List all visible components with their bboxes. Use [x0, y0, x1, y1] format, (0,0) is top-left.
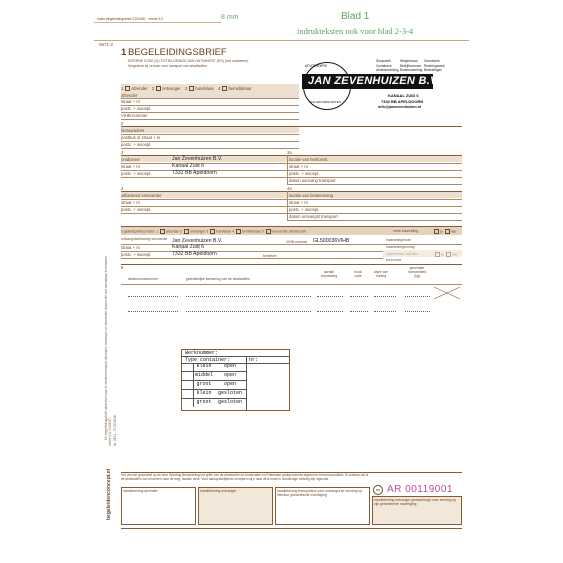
signature-label: handtekening ontvanger	[200, 489, 237, 493]
section-number: 5	[121, 229, 123, 234]
form-code: 0671-2	[99, 42, 114, 47]
service-item: Bestratingen	[424, 68, 442, 72]
option-label: handelaar	[216, 229, 232, 234]
section2-number: 2	[121, 121, 124, 126]
entry-line[interactable]	[186, 296, 311, 297]
left-margin-version: versie 5.0 / 01/2017	[108, 418, 112, 446]
option-label: bemiddelaar	[242, 229, 261, 234]
repeat-band	[383, 250, 462, 257]
row-state: gesloten	[217, 390, 242, 396]
entry-line[interactable]	[186, 311, 311, 312]
left-margin-reg: Nr. 0671 - 27.06.2016	[113, 415, 117, 446]
section5-street-value: Kanaal Zuid 6	[172, 244, 205, 250]
signature-label: handtekening ontvanger gewaarborgd voor zending op zijn gehanteerde machtiging	[374, 498, 457, 506]
service-item: Bedrijfsvervoer	[400, 63, 422, 68]
service-item: Wegenbouw	[400, 59, 418, 63]
option-checkbox[interactable]	[236, 229, 241, 234]
section3-field: ontdoener	[121, 157, 140, 162]
option-checkbox[interactable]	[156, 86, 161, 91]
route-label: route-inzameling	[393, 229, 419, 233]
section1-field: postc. + woonpl.	[121, 106, 152, 111]
section3-field: straat + nr	[121, 164, 140, 169]
section1-field: afzender	[121, 93, 138, 98]
service-item: Bodemsanering	[400, 68, 423, 72]
entry-line[interactable]	[405, 311, 430, 312]
col-header: aantal/ verpakking	[320, 270, 338, 278]
section5-field: postc. + woonpl.	[121, 252, 152, 257]
row-size: klein	[196, 390, 212, 396]
row-size: middel	[194, 372, 213, 378]
entry-line[interactable]	[350, 311, 368, 312]
section4-right-field: straat + nr	[289, 200, 308, 205]
container-row[interactable]	[181, 399, 246, 407]
company-services	[376, 59, 448, 72]
option-label: afzender	[131, 86, 148, 91]
section3-right-field: datum aanvang transport	[289, 178, 336, 183]
blad-label: Blad 1	[341, 11, 370, 22]
section3-field: postc. + woonpl.	[121, 171, 152, 176]
werknummer-label: Werknummer:	[185, 350, 219, 356]
row-state: gesloten	[217, 399, 242, 405]
section6-number: 6	[121, 265, 124, 270]
kenteken-label: kenteken	[263, 254, 277, 258]
subtitle-1: INTERNE CODE [1] / EXTRA GEWIJD VAN ONTVANGST (EG) (incl ontdoener)	[128, 59, 249, 63]
container-row[interactable]	[181, 363, 246, 372]
route-yes	[432, 229, 456, 234]
left-margin-note: De begeleidingsbrief dient twee jaar te worden bewaard. Afzender, ontvanger en vervoerder dienen elk een exemplaar te bewaren.	[104, 255, 108, 440]
section4-right-number: 4a	[287, 186, 292, 191]
section2-field: postbus of straat + nr	[121, 135, 161, 140]
section2-field: factuuradres	[121, 128, 145, 133]
option-checkbox[interactable]	[266, 229, 271, 234]
option-label: afvalstroom	[288, 229, 307, 234]
section-number: 1	[121, 86, 124, 91]
section3-right-field: straat + nr	[289, 164, 308, 169]
footer-declaration: Het vervoer geschiedt op de door Stichting Bemiddeling het gritte van de afvalstoffen te Amsterdam en Rotterdam gedeponeerde algemene vervoerscondities. Ik verklaar dat ik de afvalstoffen zal vervoeren naar de weg, laadsle werk. Voor aansprakelijkheid verwijzen wij u naar dit ik moet in onvolledige volledig zijn ingevuld.	[121, 473, 369, 481]
option-checkbox[interactable]	[160, 229, 165, 234]
section4-number: 4	[121, 186, 124, 191]
section3-number: 3	[121, 150, 124, 155]
section5-name-value: Jan Zevenhuizen B.V.	[172, 238, 223, 244]
option-label: ontvanger	[190, 229, 206, 234]
subtitle-2: Vergezicht bij vervoer voor transport van afvalstoffen	[128, 64, 207, 68]
col-header: afvalstroomnummer	[128, 277, 158, 281]
row-check	[181, 390, 194, 398]
company-email: info@janzevenhuizen.nl	[378, 105, 422, 109]
section4-right-field: postc. + woonpl.	[289, 207, 320, 212]
section2-field: postc. + woonpl.	[121, 142, 152, 147]
yes-checkbox[interactable]	[434, 229, 439, 234]
container-row[interactable]	[181, 372, 246, 381]
col-header: eural code	[354, 270, 362, 278]
service-item: Afvalverwerking	[376, 68, 399, 72]
col-header: wijze van meting	[374, 270, 388, 278]
section3-city-value: 7332 BB Apeldoorn	[172, 170, 217, 176]
option-checkbox[interactable]	[222, 86, 227, 91]
no-checkbox[interactable]	[445, 229, 450, 234]
container-row[interactable]	[181, 381, 246, 390]
yes-label: ja	[440, 229, 443, 234]
container-row[interactable]	[181, 390, 246, 399]
section5-lead: geleidsportiesd door:	[123, 229, 156, 234]
row-state: open	[223, 363, 236, 369]
section1-field: VIHB-nummer	[121, 113, 148, 118]
section3-street-value: Kanaal Zuid 6	[172, 163, 205, 169]
row-size: groot	[196, 381, 212, 387]
section3-right-number: 3a	[287, 150, 292, 155]
signature-label: handtekening transporteur voor ontvangst ter zending op hierdoor gehanteerde machtiging	[277, 489, 363, 497]
serial-prefix: AR	[387, 484, 402, 495]
option-label: ontvanger	[162, 86, 181, 91]
section3-right-field: postc. + woonpl.	[289, 171, 320, 176]
section4-right-field: locatie van bestemming	[289, 193, 333, 198]
margin-label: 8 mm	[221, 14, 239, 21]
seal-top-text: AFVOERDERS	[305, 64, 327, 68]
signature-label: handtekening afzender	[123, 489, 158, 493]
right-label: inzameling/route	[386, 238, 411, 242]
company-name: JAN ZEVENHUIZEN B.V.	[308, 75, 441, 87]
option-checkbox[interactable]	[125, 86, 130, 91]
section5-options: 5 geleidsportiesd door: 1 afzender 2 ontvanger 3 handelaar 4 bemiddelaar 5 vervoerder afvalstroom	[121, 229, 307, 234]
vihb-label: VIHB-nummer	[286, 240, 308, 244]
section4-field: straat + nr	[121, 200, 140, 205]
section1-field: straat + nr	[121, 99, 140, 104]
col-header: gebruikelijke benaming van de afvalstoffen	[186, 277, 251, 281]
right-label: inzamelvergunning	[386, 245, 415, 249]
service-item: Containers	[376, 63, 392, 68]
file-label: basis begeleidingsbrief 210x300 - versie 5.0	[97, 17, 164, 21]
row-size: groot	[196, 399, 212, 405]
company-city: 7332 BB APELDOORN	[381, 99, 424, 104]
entry-line[interactable]	[374, 311, 396, 312]
title-number: 1	[121, 47, 127, 58]
row-check	[181, 363, 194, 371]
crossed-cell	[432, 285, 462, 301]
seal-bottom-text: VAN GRONDSTOFFEN	[309, 100, 341, 104]
entry-line[interactable]	[374, 296, 396, 297]
row-check	[181, 399, 194, 407]
type-label: Type container:	[185, 357, 231, 363]
nr-label: nr:	[249, 357, 259, 363]
section5-city-value: 7332 BB Apeldoorn	[172, 251, 217, 257]
serial-number	[387, 484, 453, 495]
row-size: klein	[196, 363, 212, 369]
entry-line[interactable]	[128, 296, 178, 297]
section1-options: 1 afzender 2 ontvanger 3 handelaar 4 bemiddelaar	[121, 86, 252, 91]
section3-name-value: Jan Zevenhuizen B.V.	[172, 156, 223, 162]
left-margin-brand: begeleidenconcept.nl	[106, 468, 112, 520]
section2-band	[121, 127, 299, 133]
row-check	[181, 372, 194, 380]
section5-field: straat + nr	[121, 245, 140, 250]
service-item: Grondwerk	[424, 59, 440, 63]
row-check	[181, 381, 194, 389]
option-checkbox[interactable]	[184, 229, 189, 234]
entry-line[interactable]	[128, 311, 178, 312]
section4-right-field: datum ontvangst transport	[289, 214, 338, 219]
entry-line[interactable]	[317, 296, 343, 297]
option-label: bemiddelaar	[228, 86, 252, 91]
section3-right-field: locatie van herkomst	[289, 157, 328, 162]
option-label: afzender	[166, 229, 180, 234]
right-label: tot en met	[386, 258, 402, 262]
serial-value: 00119001	[405, 484, 453, 495]
row-state: open	[223, 372, 236, 378]
entry-line[interactable]	[317, 311, 343, 312]
container-rows	[181, 363, 246, 407]
section4-field: postc. + woonpl.	[121, 207, 152, 212]
footer-logo-icon: BB	[373, 485, 383, 495]
service-item: Sloopwerk	[376, 59, 391, 63]
col-header: geschatte hoeveelheid (kg)	[407, 266, 427, 278]
entry-line[interactable]	[405, 296, 430, 297]
instruction-label: indrukteksten ook voor blad 2-3-4	[297, 26, 414, 36]
entry-line[interactable]	[350, 296, 368, 297]
page-title: BEGELEIDINGSBRIEF	[128, 47, 227, 58]
no-label: nee	[450, 229, 457, 234]
section5-field: ontvangstverklaring vervoerder	[121, 237, 168, 241]
company-street: KANAAL ZUID 6	[388, 93, 419, 98]
option-checkbox[interactable]	[210, 229, 215, 234]
vihb-value: GL500036VIHB	[313, 238, 350, 244]
option-label: handelaar	[195, 86, 214, 91]
service-item: Rioleringswerk	[424, 63, 445, 68]
option-checkbox[interactable]	[189, 86, 194, 91]
option-label: vervoerder	[271, 229, 288, 234]
row-state: open	[223, 381, 236, 387]
section4-field: uitbesteed vervoerder	[121, 193, 162, 198]
